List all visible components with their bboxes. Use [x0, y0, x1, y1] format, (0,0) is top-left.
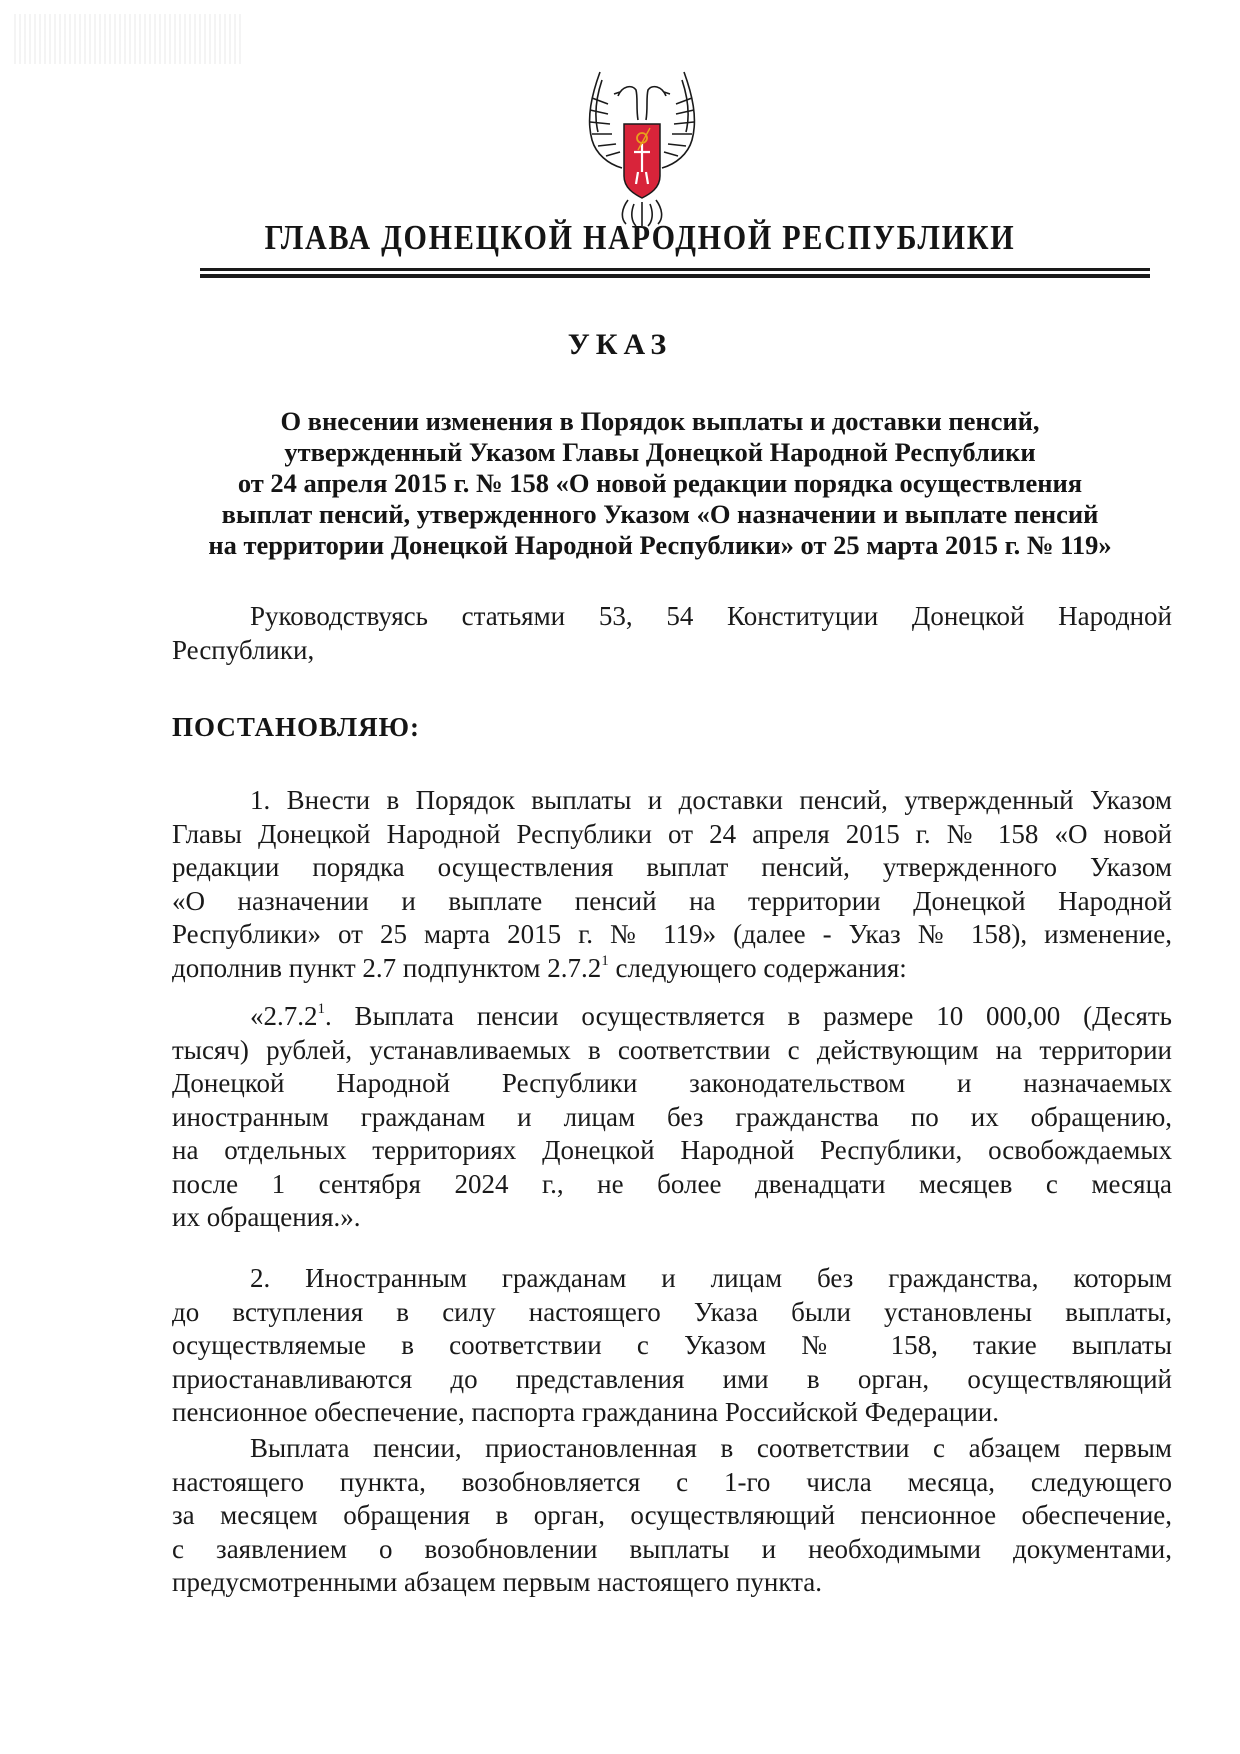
- text-line: Руководствуясь статьями 53, 54 Конституции Донецкой Народной: [250, 601, 1172, 631]
- text-line: Главы Донецкой Народной Республики от 24 апреля 2015 г. № 158 «О новой: [172, 818, 1172, 849]
- text-fragment: дополнив пункт 2.7 подпунктом 2.7.2: [172, 952, 602, 983]
- superscript: 1: [317, 1001, 325, 1017]
- subject-line: на территории Донецкой Народной Республики» от 25 марта 2015 г. № 119»: [208, 530, 1112, 560]
- text-line: иностранным гражданам и лицам без гражданства по их обращению,: [172, 1101, 1172, 1132]
- preamble-paragraph: [172, 600, 1172, 667]
- text-line: пенсионное обеспечение, паспорта гражданина Российской Федерации.: [172, 1397, 999, 1427]
- coat-of-arms-icon: [578, 68, 706, 230]
- text-line: тысяч) рублей, устанавливаемых в соответствии с действующим на территории: [172, 1034, 1172, 1065]
- text-line: приостанавливаются до представления ими в орган, осуществляющий: [172, 1363, 1172, 1394]
- header-divider-thin: [200, 268, 1150, 271]
- subject-line: выплат пенсий, утвержденного Указом «О назначении и выплате пенсий: [221, 499, 1099, 529]
- text-line: Республики,: [172, 634, 315, 665]
- text-line: с заявлением о возобновлении выплаты и необходимыми документами,: [172, 1533, 1172, 1564]
- subject-line: от 24 апреля 2015 г. № 158 «О новой редакции порядка осуществления: [237, 468, 1083, 498]
- superscript: 1: [601, 952, 609, 969]
- item-2-paragraph: [172, 1262, 1172, 1430]
- text-fragment: следующего содержания:: [608, 952, 907, 983]
- text-line: за месяцем обращения в орган, осуществляющий пенсионное обеспечение,: [172, 1500, 1172, 1530]
- item-2-second-paragraph: [172, 1432, 1172, 1600]
- text-fragment: . Выплата пенсии осуществляется в размере 10 000,00 (Десять: [325, 1001, 1172, 1031]
- item-1-paragraph: [172, 784, 1172, 985]
- header-divider-thick: [200, 274, 1150, 278]
- text-line: [172, 1000, 1172, 1034]
- document-type: УКАЗ: [567, 328, 673, 361]
- text-line: редакции порядка осуществления выплат пенсий, утвержденного Указом: [172, 852, 1172, 882]
- text-line: 1. Внести в Порядок выплаты и доставки пенсий, утвержденный Указом: [250, 785, 1172, 815]
- text-line: после 1 сентября 2024 г., не более двенадцати месяцев с месяца: [172, 1168, 1172, 1199]
- text-line: осуществляемые в соответствии с Указом № 158, такие выплаты: [172, 1330, 1172, 1360]
- text-line: настоящего пункта, возобновляется с 1-го числа месяца, следующего: [172, 1466, 1172, 1497]
- quoted-subparagraph: [172, 1000, 1172, 1235]
- document-subject: [160, 406, 1160, 561]
- text-line: на отдельных территориях Донецкой Народной Республики, освобождаемых: [172, 1135, 1172, 1165]
- organization-title: ГЛАВА ДОНЕЦКОЙ НАРОДНОЙ РЕСПУБЛИКИ: [264, 218, 1016, 257]
- text-line: их обращения.».: [172, 1202, 361, 1232]
- text-line: [172, 952, 1172, 986]
- subject-line: О внесении изменения в Порядок выплаты и доставки пенсий,: [280, 406, 1040, 436]
- text-line: Республики» от 25 марта 2015 г. № 119» (далее - Указ № 158), изменение,: [172, 919, 1172, 949]
- text-line: «О назначении и выплате пенсий на территории Донецкой Народной: [172, 885, 1172, 916]
- text-line: Выплата пенсии, приостановленная в соответствии с абзацем первым: [250, 1433, 1172, 1463]
- text-line: Донецкой Народной Республики законодательством и назначаемых: [172, 1068, 1172, 1098]
- decree-word: ПОСТАНОВЛЯЮ:: [172, 712, 420, 742]
- text-fragment: «2.7.2: [250, 1001, 318, 1031]
- subject-line: утвержденный Указом Главы Донецкой Народной Республики: [284, 437, 1036, 467]
- scan-artifact: [14, 14, 244, 64]
- text-line: до вступления в силу настоящего Указа были установлены выплаты,: [172, 1296, 1172, 1327]
- text-line: 2. Иностранным гражданам и лицам без гражданства, которым: [250, 1263, 1172, 1293]
- text-line: предусмотренными абзацем первым настоящего пункта.: [172, 1567, 822, 1597]
